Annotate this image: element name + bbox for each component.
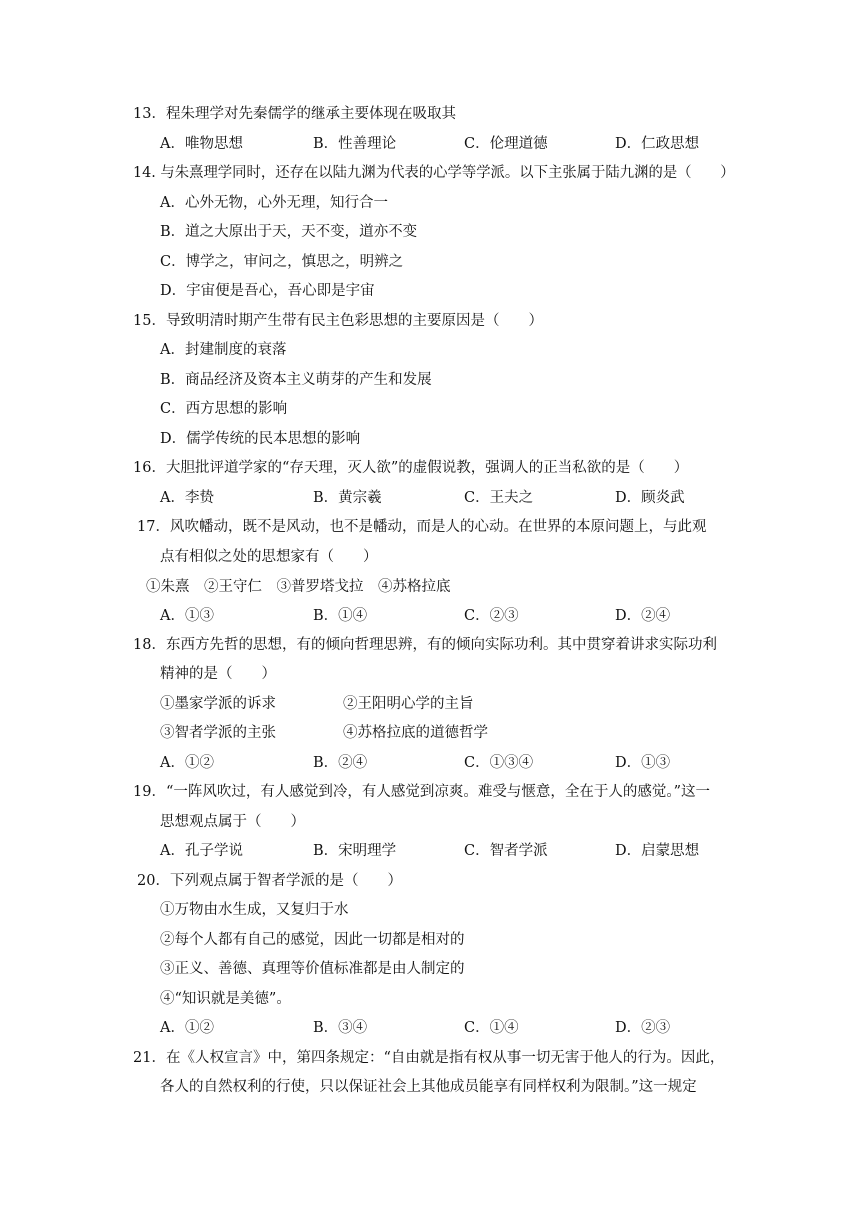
question-19-stem-line-1: 19．“一阵风吹过，有人感觉到冷，有人感觉到凉爽。难受与惬意，全在于人的感觉。”这一	[133, 784, 711, 800]
q19-option-b: B．宋明理学	[313, 843, 397, 859]
q13-option-a: A．唯物思想	[160, 136, 243, 152]
question-13-stem: 13．程朱理学对先秦儒学的继承主要体现在吸取其	[133, 106, 456, 122]
q19-option-a: A．孔子学说	[160, 843, 243, 859]
question-17-stem-line-1: 17．风吹幡动，既不是风动，也不是幡动，而是人的心动。在世界的本原问题上，与此观	[137, 519, 707, 535]
question-18-stem-line-2: 精神的是（ ）	[160, 666, 276, 682]
q15-option-c: C．西方思想的影响	[160, 401, 288, 417]
q18-option-a: A．①②	[160, 755, 214, 771]
q14-option-c: C．博学之，审问之，慎思之，明辨之	[160, 254, 404, 270]
q20-item-4: ④“知识就是美德”。	[160, 991, 291, 1007]
q14-option-b: B．道之大原出于天，天不变，道亦不变	[160, 224, 418, 240]
q18-option-b: B．②④	[313, 755, 368, 771]
q20-option-c: C．①④	[464, 1020, 519, 1036]
q16-option-d: D．顾炎武	[615, 490, 685, 506]
q18-item-3: ③智者学派的主张	[160, 725, 276, 741]
q16-option-b: B．黄宗羲	[313, 490, 382, 506]
question-16-stem: 16．大胆批评道学家的“存天理，灭人欲”的虚假说教，强调人的正当私欲的是（ ）	[133, 460, 689, 476]
q17-option-c: C．②③	[464, 608, 519, 624]
q17-item-list: ①朱熹 ②王守仁 ③普罗塔戈拉 ④苏格拉底	[146, 579, 451, 595]
q19-option-c: C．智者学派	[464, 843, 548, 859]
q15-option-a: A．封建制度的衰落	[160, 342, 287, 358]
q20-item-1: ①万物由水生成，又复归于水	[160, 902, 349, 918]
q15-option-b: B．商品经济及资本主义萌芽的产生和发展	[160, 372, 432, 388]
q20-item-2: ②每个人都有自己的感觉，因此一切都是相对的	[160, 932, 465, 948]
q13-option-d: D．仁政思想	[615, 136, 700, 152]
q18-item-4: ④苏格拉底的道德哲学	[343, 725, 488, 741]
question-15-stem: 15．导致明清时期产生带有民主色彩思想的主要原因是（ ）	[133, 313, 543, 329]
question-19-stem-line-2: 思想观点属于（ ）	[160, 814, 305, 830]
q15-option-d: D．儒学传统的民本思想的影响	[160, 431, 361, 447]
q14-option-a: A．心外无物，心外无理，知行合一	[160, 195, 388, 211]
question-21-stem-line-1: 21．在《人权宣言》中，第四条规定：“自由就是指有权从事一切无害于他人的行为。因此，	[133, 1050, 725, 1066]
question-14-stem: 14. 与朱熹理学同时，还存在以陆九渊为代表的心学等学派。以下主张属于陆九渊的是（ ）	[133, 165, 735, 181]
q16-option-a: A．李贽	[160, 490, 214, 506]
q18-item-1: ①墨家学派的诉求	[160, 696, 276, 712]
q13-option-c: C．伦理道德	[464, 136, 548, 152]
q20-option-a: A．①②	[160, 1020, 214, 1036]
q17-option-d: D．②④	[615, 608, 671, 624]
question-20-stem: 20．下列观点属于智者学派的是（ ）	[137, 873, 402, 889]
q18-option-c: C．①③④	[464, 755, 534, 771]
q17-option-a: A．①③	[160, 608, 214, 624]
question-17-stem-line-2: 点有相似之处的思想家有（ ）	[160, 549, 378, 565]
q20-item-3: ③正义、善德、真理等价值标准都是由人制定的	[160, 961, 465, 977]
question-21-stem-line-2: 各人的自然权利的行使，只以保证社会上其他成员能享有同样权利为限制。”这一规定	[160, 1079, 697, 1095]
q20-option-b: B．③④	[313, 1020, 368, 1036]
q17-option-b: B．①④	[313, 608, 368, 624]
q19-option-d: D．启蒙思想	[615, 843, 700, 859]
q18-item-2: ②王阳明心学的主旨	[343, 696, 474, 712]
q14-option-d: D．宇宙便是吾心，吾心即是宇宙	[160, 283, 375, 299]
q13-option-b: B．性善理论	[313, 136, 397, 152]
question-18-stem-line-1: 18．东西方先哲的思想，有的倾向哲理思辨，有的倾向实际功利。其中贯穿着讲求实际功利	[133, 637, 717, 653]
q16-option-c: C．王夫之	[464, 490, 534, 506]
q20-option-d: D．②③	[615, 1020, 671, 1036]
q18-option-d: D．①③	[615, 755, 671, 771]
